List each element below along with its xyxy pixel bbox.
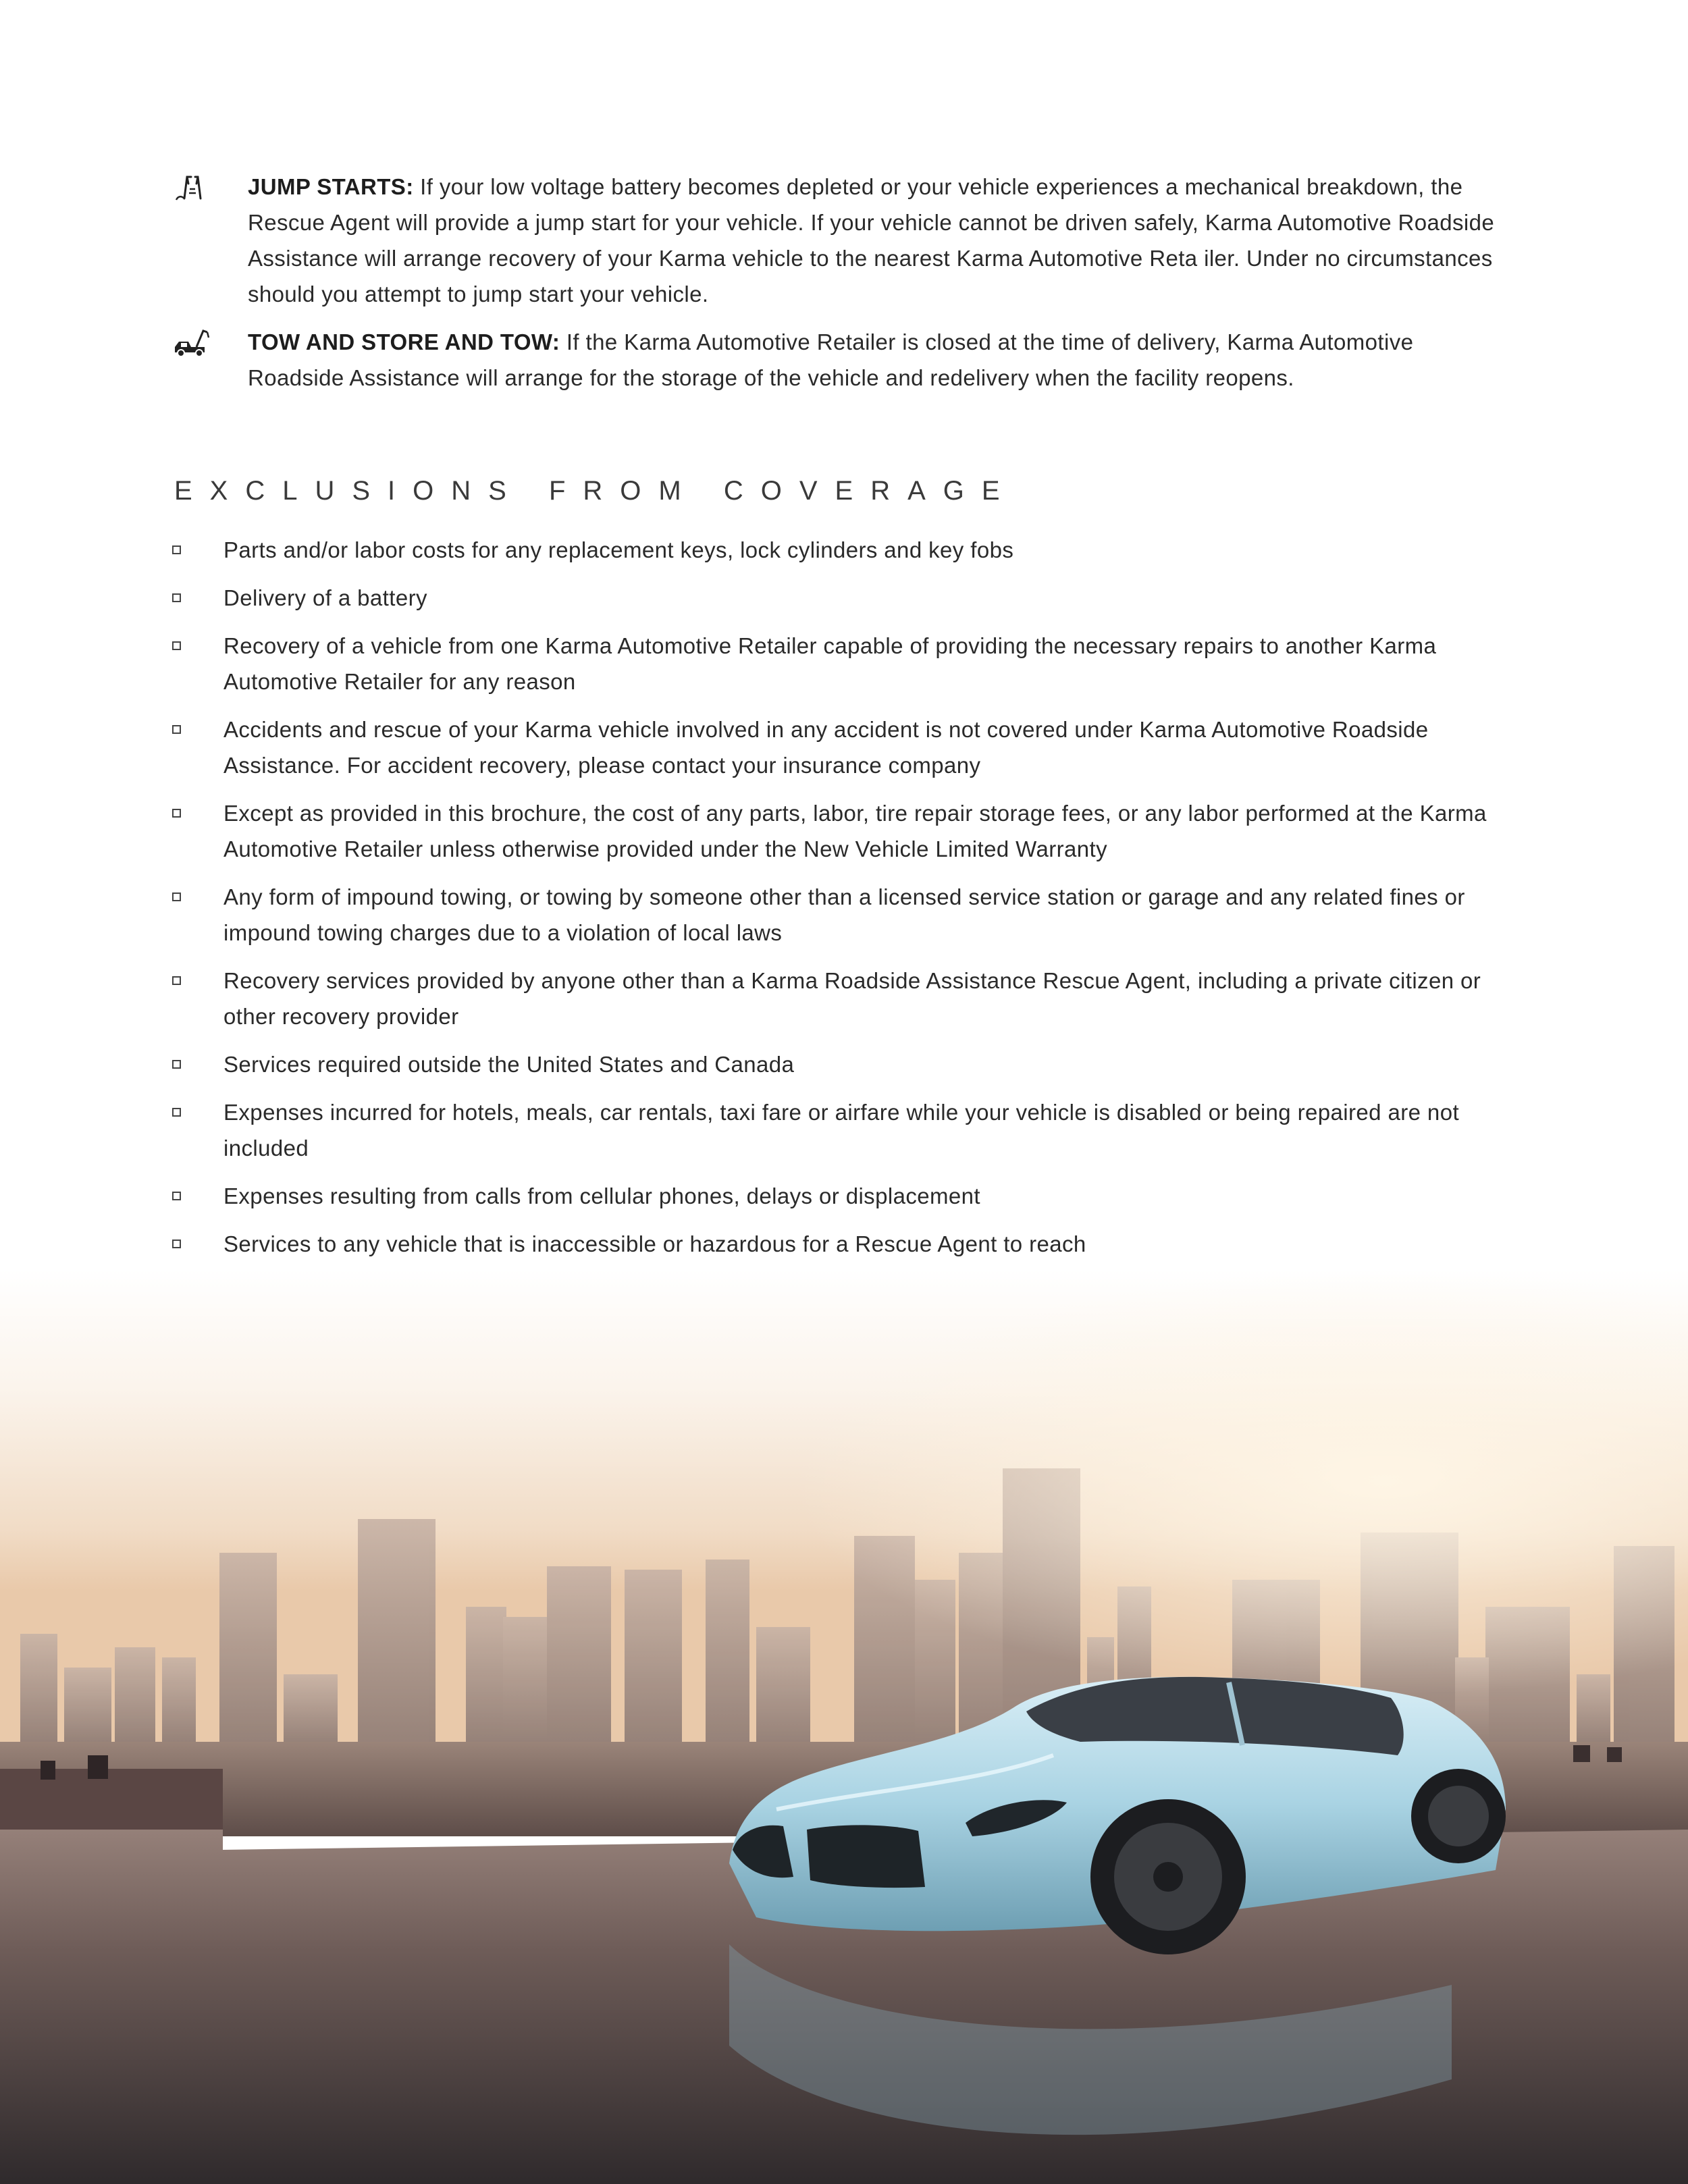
list-item-text: Services to any vehicle that is inaccessible or hazardous for a Rescue Agent to reach bbox=[223, 1231, 1086, 1256]
service-description: If your low voltage battery becomes depleted or your vehicle experiences a mechanical breakdown, the Rescue Agent will provide a jump start for your vehicle. If your vehicle cannot be driven safely, Karma Automotive Roadside Assistance will arrange recovery of your Karma vehicle to the nearest Karma Automotive Reta iler. Under no circumstances should you attempt to jump start your vehicle. bbox=[248, 174, 1495, 307]
service-title: TOW AND STORE AND TOW: bbox=[248, 329, 560, 354]
list-item-text: Expenses resulting from calls from cellular phones, delays or displacement bbox=[223, 1183, 980, 1208]
service-title: JUMP STARTS: bbox=[248, 174, 414, 199]
square-bullet-icon bbox=[172, 1108, 181, 1117]
list-item bbox=[172, 1226, 1523, 1262]
exclusions-heading: EXCLUSIONS FROM COVERAGE bbox=[174, 476, 1018, 506]
service-jump-starts bbox=[172, 169, 1523, 312]
list-item-text: Accidents and rescue of your Karma vehicle involved in any accident is not covered under Karma Automotive Roadside Assistance. For accident recovery, please contact your insurance company bbox=[223, 717, 1429, 778]
list-item bbox=[172, 963, 1523, 1034]
list-item bbox=[172, 795, 1523, 867]
jump-start-icon bbox=[172, 171, 214, 204]
list-item bbox=[172, 532, 1523, 568]
list-item-text: Delivery of a battery bbox=[223, 585, 427, 610]
list-item bbox=[172, 1046, 1523, 1082]
square-bullet-icon bbox=[172, 893, 181, 901]
list-item-text: Parts and/or labor costs for any replacement keys, lock cylinders and key fobs bbox=[223, 537, 1014, 562]
list-item-text: Except as provided in this brochure, the cost of any parts, labor, tire repair storage fees, or any labor performed at the Karma Automotive Retailer unless otherwise provided under the New Vehicle Limited Warranty bbox=[223, 801, 1487, 861]
list-item-text: Services required outside the United States and Canada bbox=[223, 1052, 795, 1077]
square-bullet-icon bbox=[172, 976, 181, 985]
service-tow-and-store bbox=[172, 324, 1523, 396]
exclusions-list bbox=[172, 532, 1523, 1322]
services-section bbox=[172, 169, 1523, 408]
service-description: If the Karma Automotive Retailer is closed at the time of delivery, Karma Automotive Roadside Assistance will arrange for the storage of the vehicle and redelivery when the facility reopens. bbox=[248, 329, 1414, 390]
square-bullet-icon bbox=[172, 725, 181, 734]
square-bullet-icon bbox=[172, 593, 181, 602]
list-item-text: Any form of impound towing, or towing by someone other than a licensed service station or garage and any related fines or impound towing charges due to a violation of local laws bbox=[223, 884, 1465, 945]
square-bullet-icon bbox=[172, 1192, 181, 1200]
list-item-text: Recovery of a vehicle from one Karma Automotive Retailer capable of providing the necessary repairs to another Karma Automotive Retailer for any reason bbox=[223, 633, 1437, 694]
list-item bbox=[172, 712, 1523, 783]
list-item bbox=[172, 879, 1523, 951]
tow-truck-icon bbox=[172, 327, 214, 359]
list-item-text: Expenses incurred for hotels, meals, car rentals, taxi fare or airfare while your vehicle is disabled or being repaired are not included bbox=[223, 1100, 1460, 1161]
list-item bbox=[172, 628, 1523, 699]
square-bullet-icon bbox=[172, 1240, 181, 1248]
square-bullet-icon bbox=[172, 545, 181, 554]
list-item bbox=[172, 580, 1523, 616]
list-item bbox=[172, 1094, 1523, 1166]
square-bullet-icon bbox=[172, 1060, 181, 1069]
city-skyline-car-photo bbox=[0, 1269, 1688, 2184]
square-bullet-icon bbox=[172, 641, 181, 650]
square-bullet-icon bbox=[172, 809, 181, 818]
list-item-text: Recovery services provided by anyone other than a Karma Roadside Assistance Rescue Agent, including a private citizen or other recovery provider bbox=[223, 968, 1481, 1029]
list-item bbox=[172, 1178, 1523, 1214]
